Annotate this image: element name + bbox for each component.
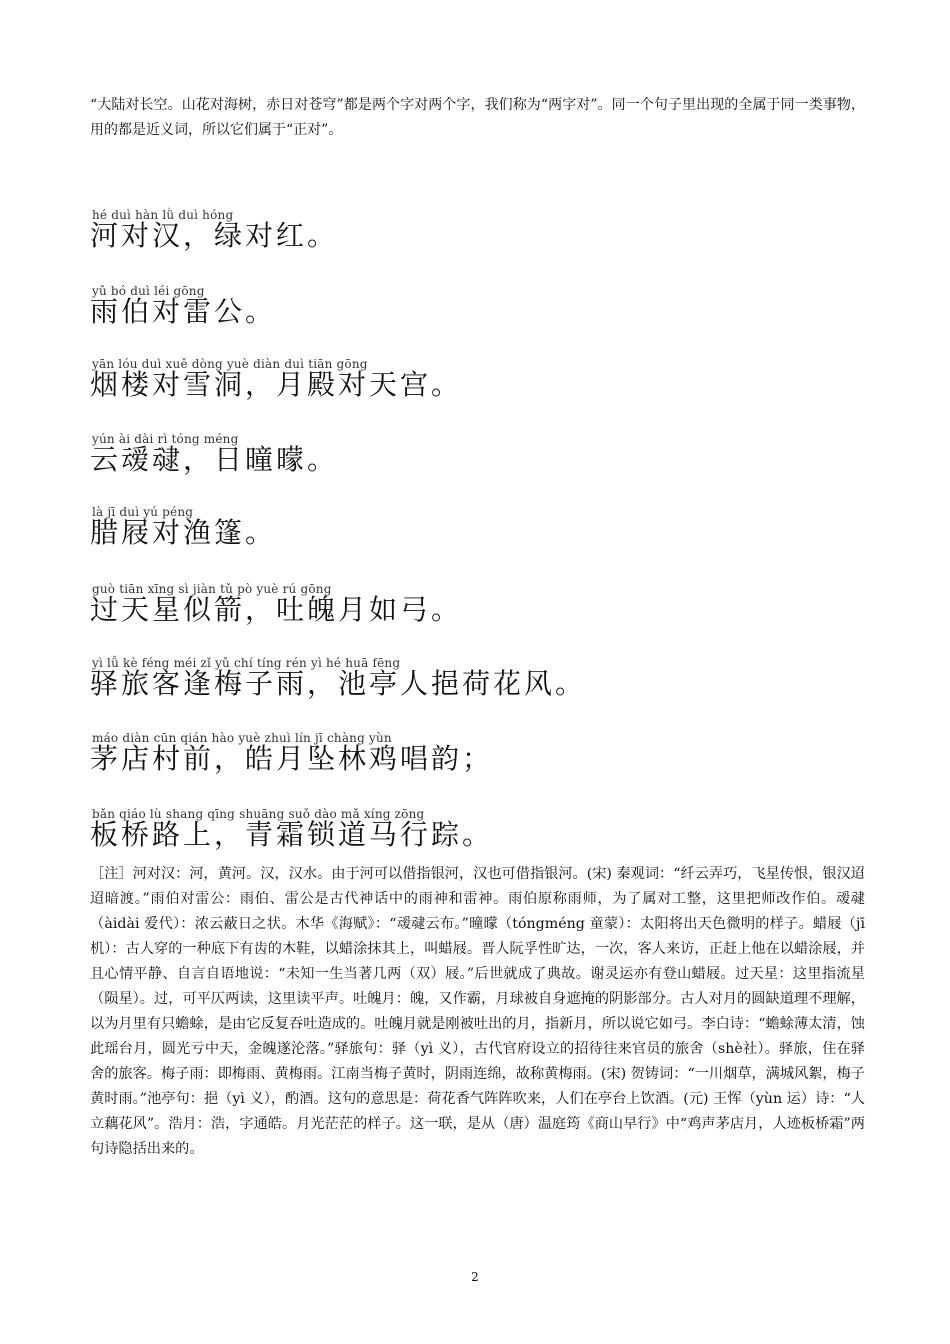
verse-pinyin: guò tiān xīng sì jiàn tǔ pò yuè rú gōng: [92, 582, 332, 596]
verse-line: [90, 357, 870, 417]
verse-text: 过天星似箭，吐魄月如弓。: [90, 593, 463, 626]
verse-text: 云叆叇，日曈曚。: [90, 443, 339, 476]
verse-pinyin: bǎn qiáo lù shang qīng shuāng suǒ dào mǎ xíng zōng: [92, 807, 425, 821]
verse-text: 板桥路上，青霜锁道马行踪。: [90, 818, 494, 851]
verse-line: [90, 505, 870, 565]
verse-text: 驿旅客逢梅子雨，池亭人挹荷花风。: [90, 667, 587, 700]
verse-line: [90, 208, 870, 268]
verse-text: 烟楼对雪洞，月殿对天宫。: [90, 368, 463, 401]
page-number: 2: [471, 1270, 479, 1284]
verse-text: 茅店村前，皓月坠林鸡唱韵；: [90, 742, 494, 775]
verse-pinyin: hé duì hàn lǜ duì hóng: [92, 208, 234, 222]
verse-line: [90, 807, 870, 867]
verse-pinyin: yún ài dài rì tóng méng: [92, 432, 239, 446]
intro-paragraph: “大陆对长空。山花对海树，赤日对苍穹”都是两个字对两个字，我们称为“两字对”。同一个句子里出现的全属于同一类事物，用的都是近义词，所以它们属于“正对”。: [90, 97, 865, 138]
verse-line: [90, 582, 870, 642]
verse-line: [90, 432, 870, 492]
verse-text: 雨伯对雷公。: [90, 295, 277, 328]
verse-line: [90, 656, 870, 716]
verse-text: 腊屐对渔篷。: [90, 516, 277, 549]
verse-text: 河对汉，绿对红。: [90, 219, 339, 252]
verse-pinyin: yān lóu duì xuě dòng yuè diàn duì tiān gōng: [92, 357, 368, 371]
verse-line: [90, 731, 870, 791]
verse-pinyin: máo diàn cūn qián hào yuè zhuì lín jī chàng yùn: [92, 731, 392, 745]
verse-pinyin: là jī duì yú péng: [92, 505, 194, 519]
notes-paragraph: ［注］河对汉：河，黄河。汉，汉水。由于河可以借指银河，汉也可借指银河。(宋) 秦观词：“纤云弄巧，飞星传恨，银汉迢迢暗渡。”雨伯对雷公：雨伯、雷公是古代神话中的雨神和雷神。雨伯原称雨师，为了属对工整，这里把师改作伯。叆叇（àidài 爱代）：浓云蔽日之状。木华《海赋》：“叆叇云布。”曈曚（tóngméng 童蒙）：太阳将出天色微明的样子。蜡屐（jī 机）：古人穿的一种底下有齿的木鞋，以蜡涂抹其上，叫蜡屐。晋人阮孚性旷达，一次，客人来访，正赶上他在以蜡涂屐，并且心情平静、自言自语地说：“未知一生当著几两（双）屐。”后世就成了典故。谢灵运亦有登山蜡屐。过天星：这里指流星（陨星）。过，可平仄两读，这里读平声。吐魄月：魄，又作霸，月球被自身遮掩的阴影部分。古人对月的圆缺道理不理解，以为月里有只蟾蜍，是由它反复吞吐造成的。吐魄月就是刚被吐出的月，指新月，所以说它如弓。李白诗：“蟾蜍薄太清，蚀此瑶台月，圆光亏中天，金魄遂沦落。”驿旅句：驿（yì 义），古代官府设立的招待往来官员的旅舍（shè社）。驿旅，住在驿舍的旅客。梅子雨：即梅雨、黄梅雨。江南当梅子黄时，阴雨连绵，故称黄梅雨。(宋) 贺铸词：“一川烟草，满城风絮，梅子黄时雨。”池亭句：挹（yì 义），酌酒。这句的意思是：荷花香气阵阵吹来，人们在亭台上饮酒。(元) 王恽（yùn 运）诗：“人立藕花风”。浩月：浩，字通皓。月光茫茫的样子。这一联，是从（唐）温庭筠《商山早行》中“鸡声茅店月，人迹板桥霜”两句诗隐括出来的。: [90, 866, 865, 1157]
verse-pinyin: yǔ bó duì léi gōng: [92, 284, 205, 298]
verse-line: [90, 284, 870, 344]
verse-pinyin: yì lǚ kè féng méi zǐ yǔ chí tíng rén yì hé huā fēng: [92, 656, 401, 670]
